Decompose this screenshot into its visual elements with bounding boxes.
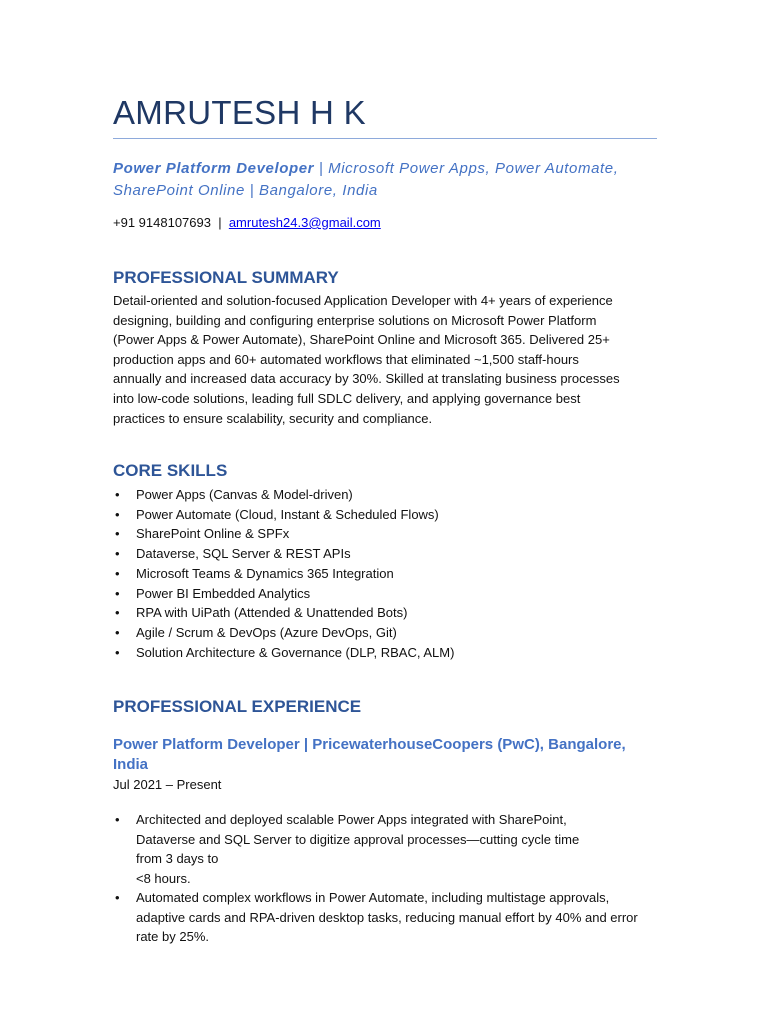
experience-bullet <box>113 810 673 888</box>
skills-list <box>113 485 454 662</box>
summary-line: designing, building and configuring enterprise solutions on Microsoft Power Platform <box>113 312 597 328</box>
bullet-line: <8 hours. <box>136 870 191 886</box>
summary-line: into low-code solutions, leading full SDLC delivery, and applying governance best <box>113 390 581 406</box>
job-title-line: Power Platform Developer | PricewaterhouseCoopers (PwC), Bangalore, <box>113 736 626 753</box>
experience-heading: PROFESSIONAL EXPERIENCE <box>113 697 362 716</box>
bullet-line: • Automated complex workflows in Power Automate, including multistage approvals, <box>136 890 610 905</box>
candidate-name: AMRUTESH H K <box>113 94 366 131</box>
tagline <box>113 158 673 202</box>
contact-line <box>113 215 381 230</box>
summary-line: annually and increased data accuracy by 30%. Skilled at translating business processes <box>113 371 620 387</box>
job-title <box>113 735 673 775</box>
skill-item: • Agile / Scrum & DevOps (Azure DevOps, Git) <box>113 623 454 643</box>
tagline-line1-rest: | Microsoft Power Apps, Power Automate, <box>314 160 619 177</box>
bullet-line: rate by 25%. <box>136 929 209 944</box>
skill-item: • Power Apps (Canvas & Model-driven) <box>113 485 454 505</box>
skill-item: • Microsoft Teams & Dynamics 365 Integration <box>113 564 454 584</box>
skill-item: • Dataverse, SQL Server & REST APIs <box>113 544 454 564</box>
skill-item: • Solution Architecture & Governance (DLP, RBAC, ALM) <box>113 643 454 663</box>
skills-heading: CORE SKILLS <box>113 461 228 480</box>
header-divider <box>113 138 657 139</box>
job-dates: Jul 2021 – Present <box>113 777 222 792</box>
job-title-line: India <box>113 756 149 773</box>
skill-item: • Power Automate (Cloud, Instant & Scheduled Flows) <box>113 505 454 525</box>
email-link[interactable]: amrutesh24.3@gmail.com <box>228 215 381 230</box>
contact-separator: | <box>218 215 222 230</box>
bullet-line: Dataverse and SQL Server to digitize approval processes—cutting cycle time <box>136 831 580 847</box>
role-title: Power Platform Developer <box>113 160 315 177</box>
summary-line: practices to ensure scalability, security and compliance. <box>113 410 433 426</box>
bullet-line: from 3 days to <box>136 851 219 866</box>
bullet-line: adaptive cards and RPA-driven desktop tasks, reducing manual effort by 40% and error <box>136 909 638 925</box>
summary-line: production apps and 60+ automated workflows that eliminated ~1,500 staff-hours <box>113 351 579 367</box>
summary-heading: PROFESSIONAL SUMMARY <box>113 268 339 287</box>
skill-item: • SharePoint Online & SPFx <box>113 524 454 544</box>
summary-line: Detail-oriented and solution-focused Application Developer with 4+ years of experience <box>113 293 613 308</box>
experience-bullets <box>113 810 673 947</box>
tagline-line2: SharePoint Online | Bangalore, India <box>113 182 378 199</box>
phone-number: +91 9148107693 <box>113 215 211 230</box>
summary-text <box>113 291 653 428</box>
skill-item: • Power BI Embedded Analytics <box>113 584 454 604</box>
experience-bullet <box>113 888 673 947</box>
summary-line: (Power Apps & Power Automate), SharePoint Online and Microsoft 365. Delivered 25+ <box>113 332 610 348</box>
skill-item: • RPA with UiPath (Attended & Unattended Bots) <box>113 603 454 623</box>
bullet-line: • Architected and deployed scalable Power Apps integrated with SharePoint, <box>136 812 567 827</box>
